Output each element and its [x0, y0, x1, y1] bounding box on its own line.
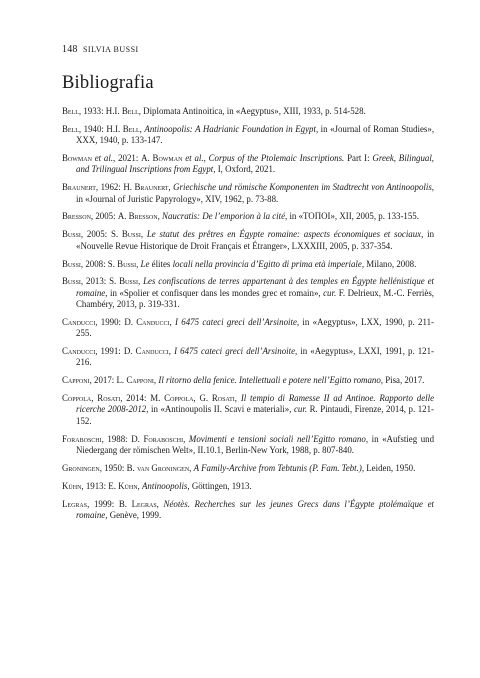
entry-details-cont: F. Delrieux, M.-C. Ferriès, Chambéry, 2013, p. 319-331.	[76, 287, 434, 310]
entry-title: Griechische und römische Komponenten im Stadtrecht von Antinoopolis	[173, 182, 432, 193]
bibliography-list	[62, 106, 434, 521]
entry-author: H.I. Bell,	[106, 123, 142, 134]
entry-title: Naucratis: De l’emporion à la cité	[162, 211, 286, 222]
entry-author: B. van Groningen,	[126, 462, 192, 473]
entry-details-cont: , Milano, 2008.	[361, 258, 417, 269]
entry-key: Bresson, 2005:	[62, 211, 116, 222]
entry-key: Bussi, 2008:	[62, 258, 106, 269]
entry-details: , in «Journal of Roman Studies», XXX, 1940, p. 133-147.	[76, 123, 435, 146]
entry-title: Corpus of the Ptolemaic Inscriptions.	[208, 153, 345, 164]
entry-title: I 6475 cateci greci dell’Arsinoite	[175, 316, 297, 327]
entry-title: I 6475 cateci greci dell’Arsinoite	[174, 346, 296, 357]
bibliography-entry	[62, 481, 434, 492]
entry-author: S. Bussi,	[110, 229, 144, 240]
entry-key-year: , 2021:	[113, 153, 139, 164]
entry-author: H. Braunert,	[123, 182, 171, 193]
entry-key: Kühn, 1913:	[62, 480, 107, 491]
entry-details: , Göttingen, 1913.	[187, 480, 252, 491]
bibliography-entry	[62, 153, 434, 176]
running-head	[62, 44, 434, 55]
entry-key: Bell, 1940:	[62, 123, 104, 134]
entry-details: , in «Journal of Juristic Papyrology», XIV, 1962, p. 73-88.	[76, 182, 435, 204]
entry-key: Legras, 1999:	[62, 498, 115, 509]
entry-separator: ,	[203, 153, 209, 164]
entry-details: Part I:	[344, 153, 373, 164]
bibliography-entry	[62, 182, 434, 205]
entry-title-cont: cur.	[293, 404, 308, 415]
entry-author: S. Bussi,	[107, 258, 139, 269]
entry-author: D. Foraboschi,	[131, 433, 186, 444]
running-head-author: SILVIA BUSSI	[82, 45, 139, 54]
entry-title-cont: cur.	[323, 287, 337, 298]
entry-title-cont: Greek, Bilingual, and Trilingual Inscriptions from Egypt	[76, 153, 435, 175]
entry-author: E. Kühn,	[108, 480, 140, 491]
entry-key: Coppola, Rosati, 2014:	[62, 393, 147, 404]
bibliography-entry	[62, 259, 434, 270]
entry-title: Movimenti e tensioni sociali nell’Egitto romano	[188, 433, 366, 444]
entry-details: , in «ΤΟΠΟΙ», XII, 2005, p. 133-155.	[285, 211, 419, 222]
entry-author: B. Legras,	[118, 498, 159, 509]
entry-author: S. Bussi,	[109, 276, 141, 287]
page-number: 148	[62, 44, 78, 55]
entry-title: Antinoopolis	[142, 480, 188, 491]
entry-author: A. Bresson,	[117, 211, 160, 222]
bibliography-entry	[62, 276, 434, 310]
bibliography-entry	[62, 434, 434, 457]
entry-author: D. Canducci,	[123, 346, 172, 357]
entry-details: , in «Aegyptus», LXXI, 1991, p. 121-216.	[76, 346, 434, 368]
bibliography-entry	[62, 346, 434, 369]
entry-key: Bussi, 2005:	[62, 229, 108, 240]
bibliography-entry	[62, 211, 434, 222]
entry-details-cont: R. Pintaudi, Firenze, 2014, p. 121-152.	[76, 404, 434, 426]
entry-author: L. Capponi,	[116, 375, 157, 386]
entry-title: A Family-Archive from Tebtunis (P. Fam. Tebt.)	[193, 462, 362, 473]
entry-details: , in «Antinoupolis II. Scavi e materiali»,	[146, 404, 294, 415]
entry-details: , in «Aegyptus», LXX, 1990, p. 211-255.	[76, 316, 434, 339]
entry-key: Braunert, 1962:	[62, 182, 121, 193]
entry-key: Canducci, 1990:	[62, 316, 121, 327]
entry-title: Il ritorno della fenice. Intellettuali e potere nell’Egitto romano	[158, 375, 381, 386]
entry-key: Capponi, 2017:	[62, 375, 115, 386]
entry-key: Canducci, 1991:	[62, 346, 121, 357]
entry-author: M. Coppola, G. Rosati,	[150, 393, 238, 404]
bibliography-entry	[62, 317, 434, 340]
entry-details: , Genève, 1999.	[105, 509, 162, 520]
bibliography-entry	[62, 375, 434, 386]
entry-key: Bell, 1933:	[62, 106, 104, 116]
bibliography-entry	[62, 499, 434, 522]
entry-key: Foraboschi, 1988:	[62, 433, 128, 444]
entry-title: Néotès. Recherches sur les jeunes Grecs dans l’Égypte ptolémaïque et romaine	[76, 498, 435, 520]
entry-details: , in «Spolier et confisquer dans les mondes grec et romain»,	[105, 287, 324, 298]
bibliography-entry	[62, 229, 434, 252]
entry-author: D. Canducci,	[124, 316, 172, 327]
entry-details: , in «Aufstieg und Niedergang der römischen Welt», II.10.1, Berlin-New York, 1988, p. 807-840.	[76, 433, 435, 455]
entry-details: , Pisa, 2017.	[380, 375, 425, 386]
page-title: Bibliografia	[62, 73, 154, 93]
entry-key-etal: et al.	[91, 153, 114, 164]
entry-key: Groningen, 1950:	[62, 462, 125, 473]
bibliography-entry	[62, 106, 434, 117]
entry-key: Bussi, 2013:	[62, 276, 107, 287]
entry-key: Bowman	[62, 153, 92, 164]
entry-title: Le statut des prêtres en Égypte romaine: aspects économiques et sociaux	[146, 229, 422, 240]
entry-details: , in «Nouvelle Revue Historique de Droit Français et Étranger», LXXXIII, 2005, p. 337-354.	[76, 229, 435, 251]
entry-author: A. Bowman	[141, 153, 183, 164]
entry-details-cont: , I, Oxford, 2021.	[213, 164, 276, 175]
entry-details: Diplomata Antinoitica, in «Aegyptus», XIII, 1933, p. 514-528.	[143, 106, 366, 116]
entry-title: Les confiscations de terres appartenant à des temples en Égypte hellénistique et romaine	[76, 276, 434, 298]
entry-details: , Leiden, 1950.	[361, 462, 416, 473]
entry-title-cont: locali nella provincia d’Egitto di prima età imperiale	[172, 258, 362, 269]
entry-title: Le	[140, 258, 150, 269]
bibliography-entry	[62, 463, 434, 474]
entry-details: élites	[149, 258, 173, 269]
page	[62, 44, 434, 528]
entry-title: Il tempio di Ramesse II ad Antinoe. Rapporto delle ricerche 2008-2012	[76, 393, 435, 415]
bibliography-entry	[62, 124, 434, 147]
entry-author-etal: et al.	[182, 153, 204, 164]
entry-title: Antinoopolis: A Hadrianic Foundation in Egypt	[144, 123, 316, 134]
bibliography-entry	[62, 393, 434, 427]
entry-author: H.I. Bell,	[105, 106, 141, 116]
